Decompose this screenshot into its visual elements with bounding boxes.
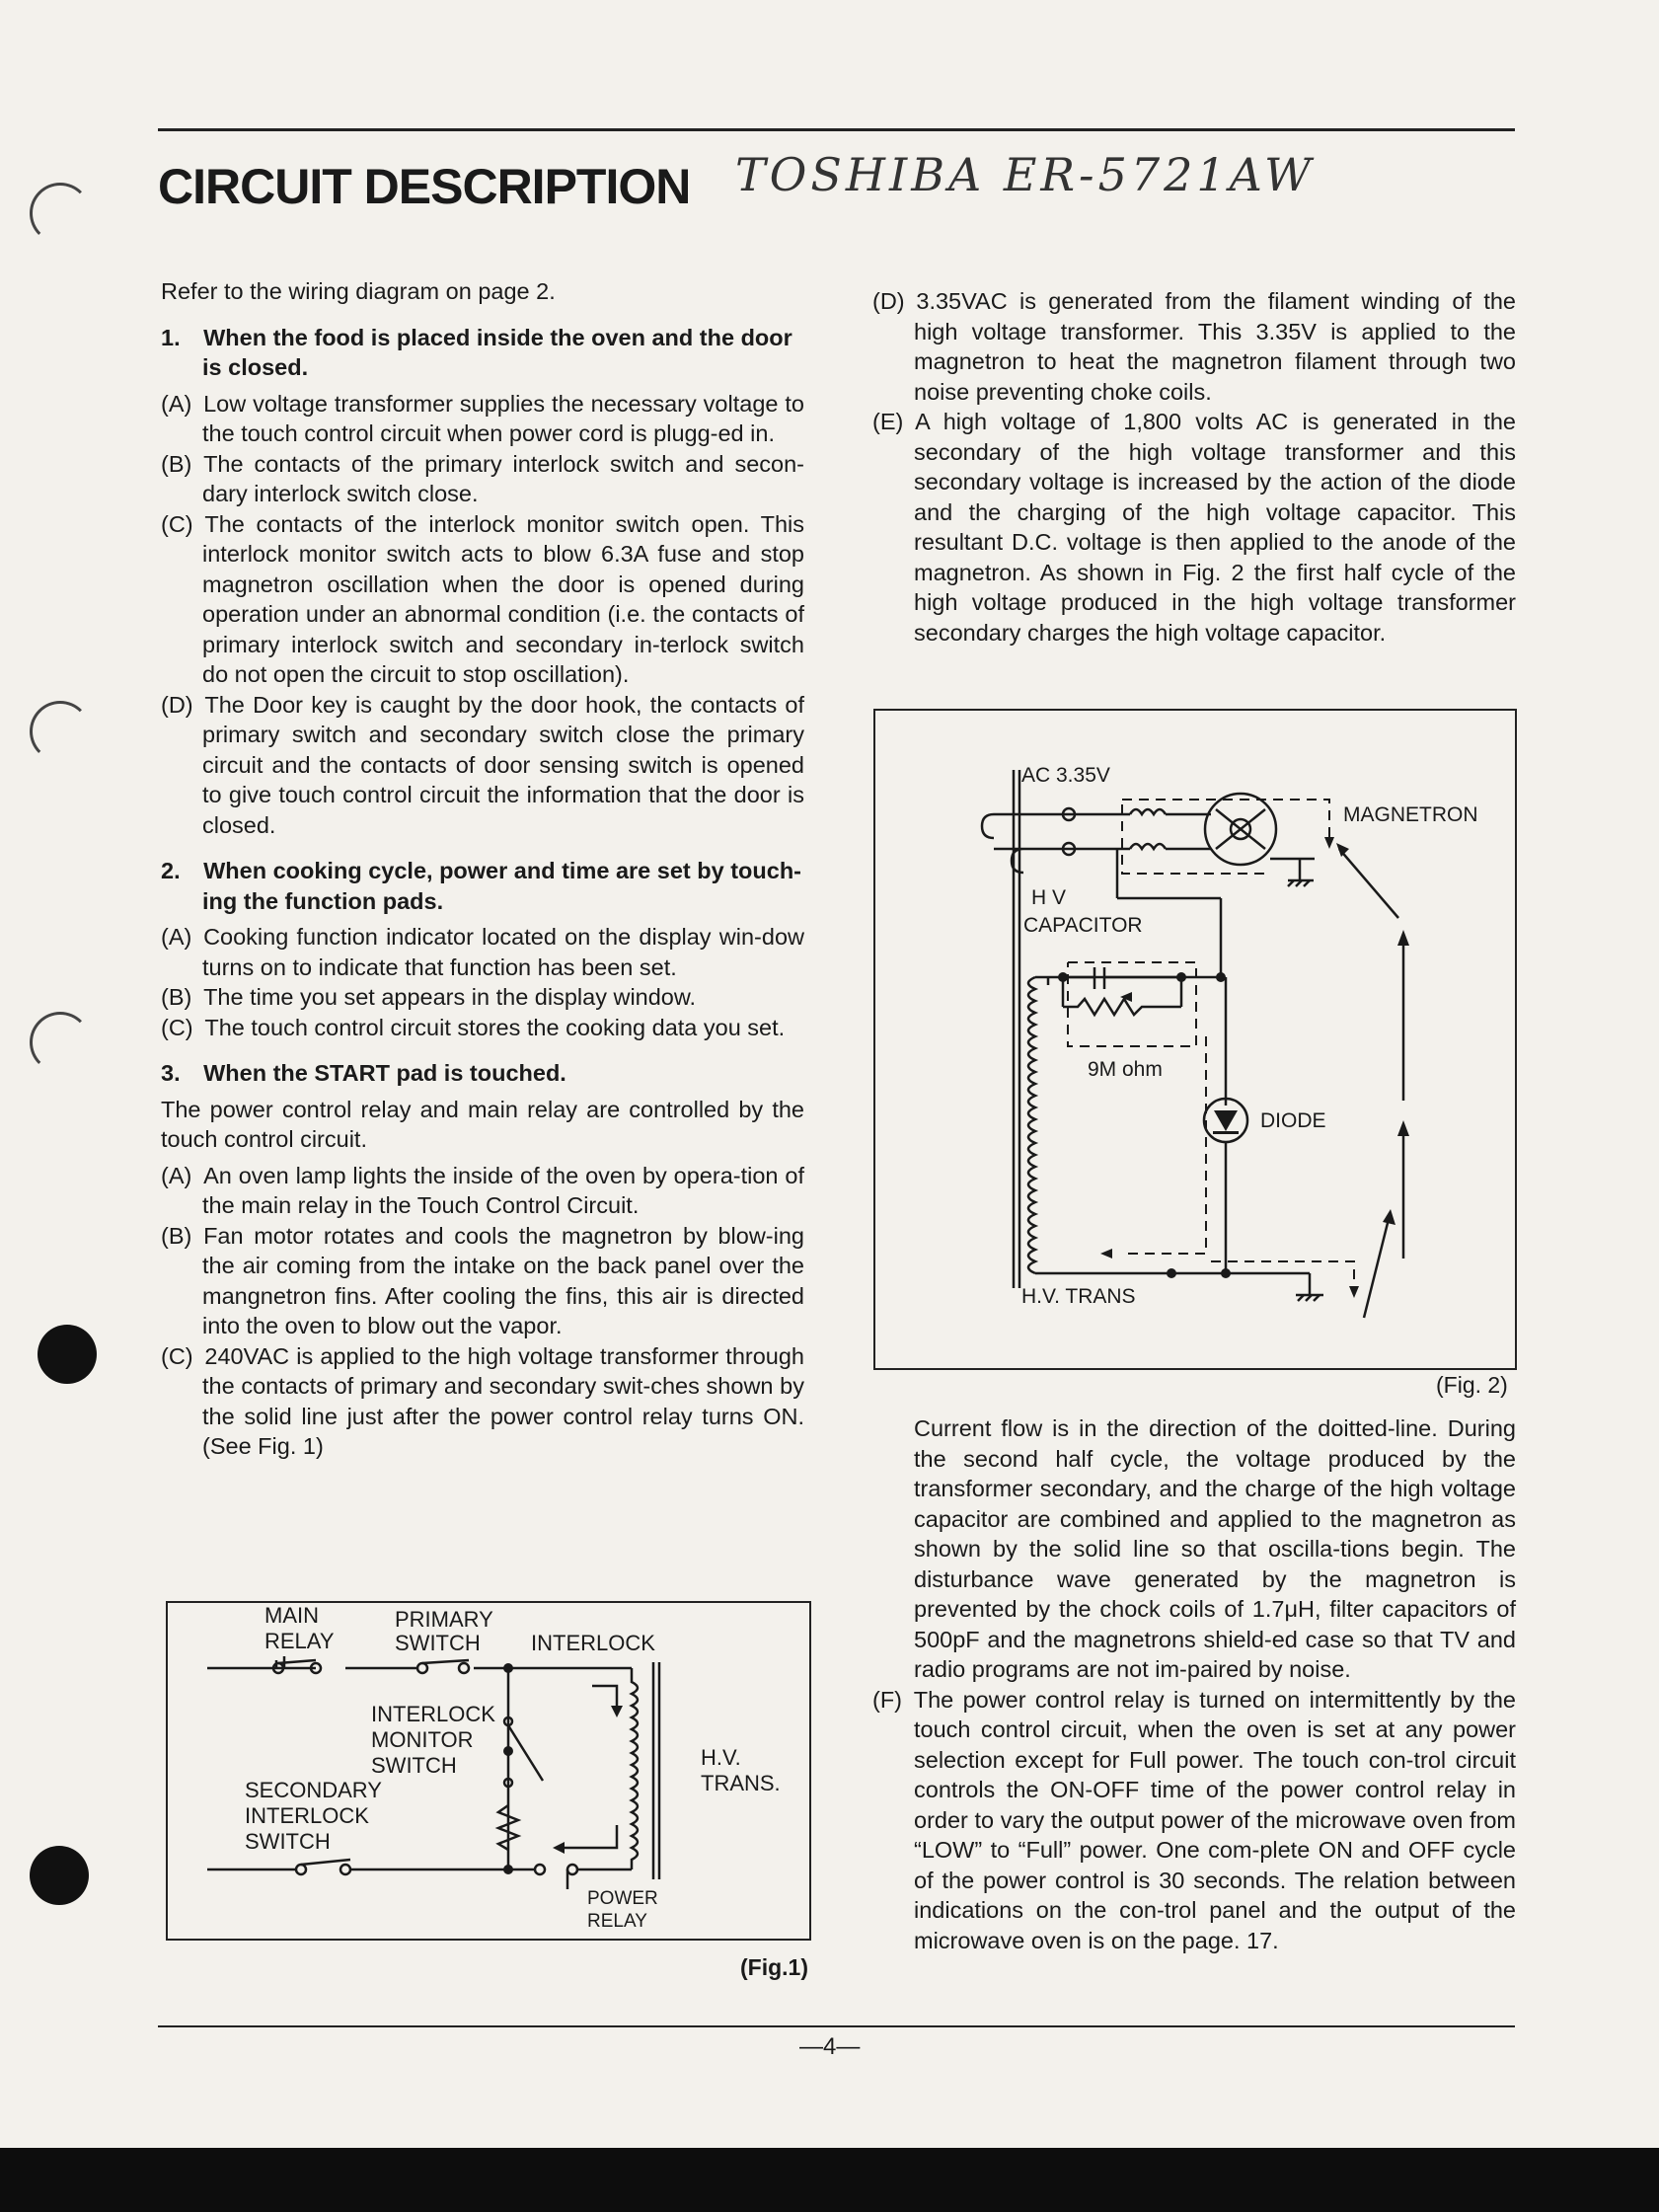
binder-ring-mark-1 bbox=[30, 183, 91, 244]
fig1-monitor-label-2: MONITOR bbox=[371, 1727, 474, 1752]
current-flow-paragraph: Current flow is in the direction of the doitted-line. During the second half cycle, the voltage produced by the transformer secondary, and the charge of the high voltage capacitor are combined and applied to the magnetron as shown by the solid line so that oscilla-tions begin. The disturbance wave generated by the magnetron is prevented by the chock coils of 1.7μH, filter capacitors of 500pF and the magnetrons shield-ed case so that TV and radio programs are not im-paired by noise. bbox=[914, 1415, 1516, 1682]
right-column-bottom bbox=[872, 1413, 1516, 1955]
intro-text: Refer to the wiring diagram on page 2. bbox=[161, 278, 556, 304]
section-3-item-a: (A) An oven lamp lights the inside of the oven by opera-tion of the main relay in the Touch Control Circuit. bbox=[161, 1162, 804, 1218]
section-2-item-b: (B) The time you set appears in the display window. bbox=[161, 984, 697, 1010]
binder-hole-bottom bbox=[30, 1846, 89, 1905]
top-rule bbox=[158, 128, 1515, 131]
section-1-item-b: (B) The contacts of the primary interlock switch and secon-dary interlock switch close. bbox=[161, 450, 804, 506]
fig1-main-relay-label-1: MAIN bbox=[264, 1603, 319, 1628]
right-column-top bbox=[872, 286, 1516, 648]
fig2-hv-label: H V bbox=[1031, 886, 1067, 909]
fig1-secondary-label-2: INTERLOCK bbox=[245, 1803, 369, 1828]
section-3-item-f: (F) The power control relay is turned on intermittently by the touch control circuit, when the oven is set at any power selection except for Full power. The touch con-trol circuit controls the ON-OFF time of the power control relay in order to vary the output power of the microwave oven from “LOW” to “Full” power. One com-plete ON and OFF cycle of the power control is 30 seconds. The relation between indications on the con-trol panel and the output of the microwave oven is on the page. 17. bbox=[872, 1686, 1516, 1953]
section-2-item-a: (A) Cooking function indicator located on the display win-dow turns on to indicate that function has been set. bbox=[161, 924, 804, 980]
fig1-hv-label-1: H.V. bbox=[701, 1745, 741, 1770]
section-2-item-c: (C) The touch control circuit stores the cooking data you set. bbox=[161, 1014, 786, 1040]
left-column bbox=[161, 276, 804, 1462]
fig2-trans-label: H.V. TRANS bbox=[1021, 1285, 1136, 1308]
binder-hole-top bbox=[38, 1325, 97, 1384]
section-1-item-d: (D) The Door key is caught by the door hook, the contacts of primary switch and secondary switch close the primary circuit and the contacts of door sensing switch is opened to give touch control circuit the information that the door is closed. bbox=[161, 691, 804, 838]
fig1-monitor-label-1: INTERLOCK bbox=[371, 1702, 495, 1726]
section-3-item-d: (D) 3.35VAC is generated from the filament winding of the high voltage transformer. This 3.35V is applied to the magnetron to heat the magnetron filament through two noise preventing choke coils. bbox=[872, 288, 1516, 405]
fig1-caption: (Fig.1) bbox=[740, 1954, 808, 1980]
binder-ring-mark-2 bbox=[30, 701, 91, 762]
fig1-schematic bbox=[168, 1603, 809, 1939]
binder-ring-mark-3 bbox=[30, 1012, 91, 1073]
fig1-primary-switch-label-1: PRIMARY bbox=[395, 1607, 493, 1632]
fig2-caption: (Fig. 2) bbox=[1436, 1372, 1508, 1398]
fig1-secondary-label-3: SWITCH bbox=[245, 1829, 331, 1854]
fig2-diode-label: DIODE bbox=[1260, 1109, 1326, 1132]
fig2-resistor-label: 9M ohm bbox=[1088, 1058, 1163, 1081]
fig1-power-relay-label-2: RELAY bbox=[587, 1911, 647, 1932]
handwritten-model-note: TOSHIBA ER-5721AW bbox=[735, 148, 1316, 201]
section-3-lead: The power control relay and main relay are controlled by the touch control circuit. bbox=[161, 1096, 804, 1152]
fig1-secondary-label-1: SECONDARY bbox=[245, 1778, 382, 1802]
fig1-primary-switch-label-2: SWITCH bbox=[395, 1631, 481, 1655]
section-2-heading: 2. When cooking cycle, power and time are set by touch-ing the function pads. bbox=[161, 858, 802, 914]
scan-edge-band bbox=[0, 2148, 1659, 2212]
fig1-monitor-label-3: SWITCH bbox=[371, 1753, 457, 1778]
fig2-ac-label: AC 3.35V bbox=[1021, 764, 1110, 787]
fig2-magnetron-label: MAGNETRON bbox=[1343, 803, 1478, 826]
fig2-capacitor-label: CAPACITOR bbox=[1023, 914, 1143, 937]
section-3-item-e: (E) A high voltage of 1,800 volts AC is generated in the secondary of the high voltage transformer and this secondary voltage is increased by the action of the diode and the charging of the high voltage capacitor. This resultant D.C. voltage is then applied to the anode of the magnetron. As shown in Fig. 2 the first half cycle of the high voltage produced in the high voltage transformer secondary charges the high voltage capacitor. bbox=[872, 409, 1516, 646]
bottom-rule bbox=[158, 2025, 1515, 2027]
fig1-hv-label-2: TRANS. bbox=[701, 1771, 781, 1795]
page-number: —4— bbox=[799, 2033, 861, 2060]
page-title: CIRCUIT DESCRIPTION bbox=[158, 159, 691, 214]
fig1-power-relay-label-1: POWER bbox=[587, 1888, 658, 1909]
fig2-diagram bbox=[873, 709, 1517, 1370]
section-1-item-a: (A) Low voltage transformer supplies the necessary voltage to the touch control circuit when power cord is plugg-ed in. bbox=[161, 390, 804, 446]
fig1-diagram bbox=[166, 1601, 811, 1941]
fig1-interlock-label: INTERLOCK bbox=[531, 1631, 655, 1655]
fig2-schematic bbox=[875, 711, 1515, 1368]
section-3-item-c: (C) 240VAC is applied to the high voltage transformer through the contacts of primary and secondary swit-ches shown by the solid line just after the power control relay turns ON. (See Fig. 1) bbox=[161, 1342, 804, 1459]
section-1-item-c: (C) The contacts of the interlock monitor switch open. This interlock monitor switch acts to blow 6.3A fuse and stop magnetron oscillation when the door is opened during operation under an abnormal condition (i.e. the contacts of primary interlock switch and secondary in-terlock switch do not open the circuit to stop oscillation). bbox=[161, 510, 804, 687]
section-3-item-b: (B) Fan motor rotates and cools the magnetron by blow-ing the air coming from the intake on the back panel over the mangnetron fins. After cooling the fins, this air is directed into the oven to blow out the vapor. bbox=[161, 1222, 804, 1338]
fig1-main-relay-label-2: RELAY bbox=[264, 1629, 335, 1653]
section-1-heading: 1. When the food is placed inside the oven and the door is closed. bbox=[161, 324, 792, 380]
section-3-heading: 3. When the START pad is touched. bbox=[161, 1060, 566, 1086]
